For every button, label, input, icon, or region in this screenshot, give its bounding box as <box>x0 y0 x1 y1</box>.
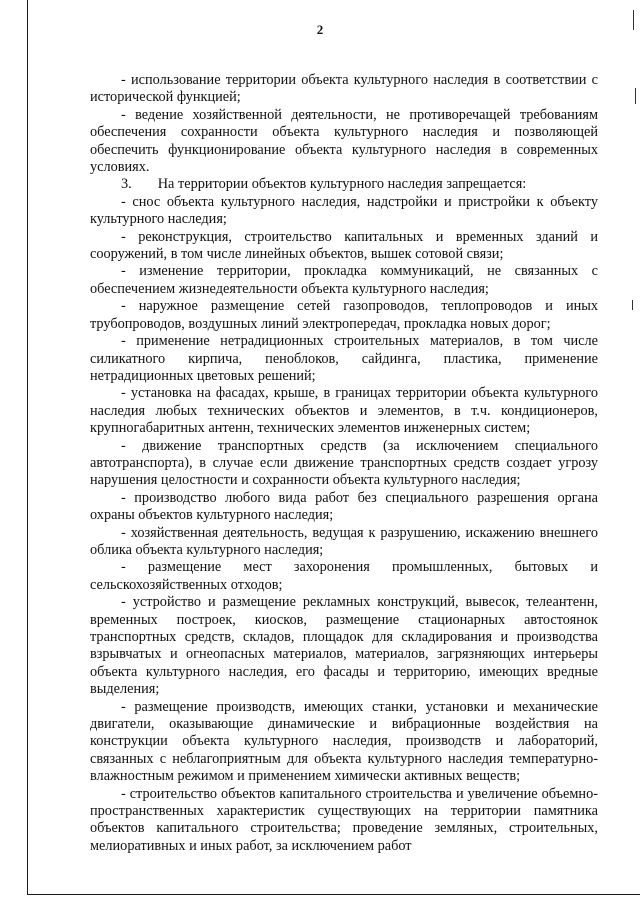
page-number: 2 <box>316 22 324 37</box>
paragraph: - ведение хозяйственной деятельности, не противоречащей требованиям обеспечения сохранности объекта культурного наследия и позволяющей обеспечить функционирование объекта культурного наследия в современных условиях. <box>90 106 598 176</box>
section-number: 3. <box>121 176 132 193</box>
paragraph: - реконструкция, строительство капитальных и временных зданий и сооружений, в том числе линейных объектов, вышек сотовой связи; <box>90 228 598 263</box>
paragraph: - устройство и размещение рекламных конструкций, вывесок, телеантенн, временных построек, киосков, размещение стационарных автостоянок транспортных средств, складов, площадок для складирования и производства взрывчатых и огнеопасных материалов, материалов, загрязняющих интерьеры объекта культурного наследия, его фасады и территорию, имеющих вредные выделения; <box>90 594 598 698</box>
scan-left-border <box>27 0 28 895</box>
paragraph: - движение транспортных средств (за исключением специального автотранспорта), в случае если движение транспортных средств создает угрозу нарушения целостности и сохранности объекта культурного наследия; <box>90 437 598 489</box>
paragraph: - установка на фасадах, крыше, в границах территории объекта культурного наследия любых технических объектов и элементов, в т.ч. кондиционеров, крупногабаритных антенн, технических элементов инженерных систем; <box>90 385 598 437</box>
scan-edge-marks <box>630 0 640 905</box>
scan-bottom-border <box>27 894 640 895</box>
paragraph: - размещение мест захоронения промышленных, бытовых и сельскохозяйственных отходов; <box>90 559 598 593</box>
paragraph: - размещение производств, имеющих станки, установки и механические двигатели, оказывающие динамические и вибрационные воздействия на конструкции объекта культурного наследия, производств и лабораторий, связанных с неблагоприятным для объекта культурного наследия температурно-влажностным режимом и применением химически активных веществ; <box>90 698 598 785</box>
paragraph: - хозяйственная деятельность, ведущая к разрушению, искажению внешнего облика объекта культурного наследия; <box>90 524 598 558</box>
paragraph: - снос объекта культурного наследия, надстройки и пристройки к объекту культурного наследия; <box>90 193 598 228</box>
paragraph: - наружное размещение сетей газопроводов, теплопроводов и иных трубопроводов, воздушных линий электропередач, прокладка новых дорог; <box>90 298 598 332</box>
document-body <box>90 72 598 855</box>
section-heading <box>90 176 598 193</box>
paragraph: - изменение территории, прокладка коммуникаций, не связанных с обеспечением жизнедеятельности объекта культурного наследия; <box>90 263 598 297</box>
section-text: На территории объектов культурного наследия запрещается: <box>157 176 527 193</box>
paragraph: - применение нетрадиционных строительных материалов, в том числе силикатного кирпича, пеноблоков, сайдинга, пластика, применение нетрадиционных цветовых решений; <box>90 333 598 384</box>
paragraph: - использование территории объекта культурного наследия в соответствии с исторической функцией; <box>90 72 598 106</box>
paragraph: - строительство объектов капитального строительства и увеличение объемно-пространственных характеристик существующих на территории памятника объектов капитального строительства; проведение земляных, строительных, мелиоративных и иных работ, за исключением работ <box>90 785 598 854</box>
paragraph: - производство любого вида работ без специального разрешения органа охраны объектов культурного наследия; <box>90 489 598 524</box>
